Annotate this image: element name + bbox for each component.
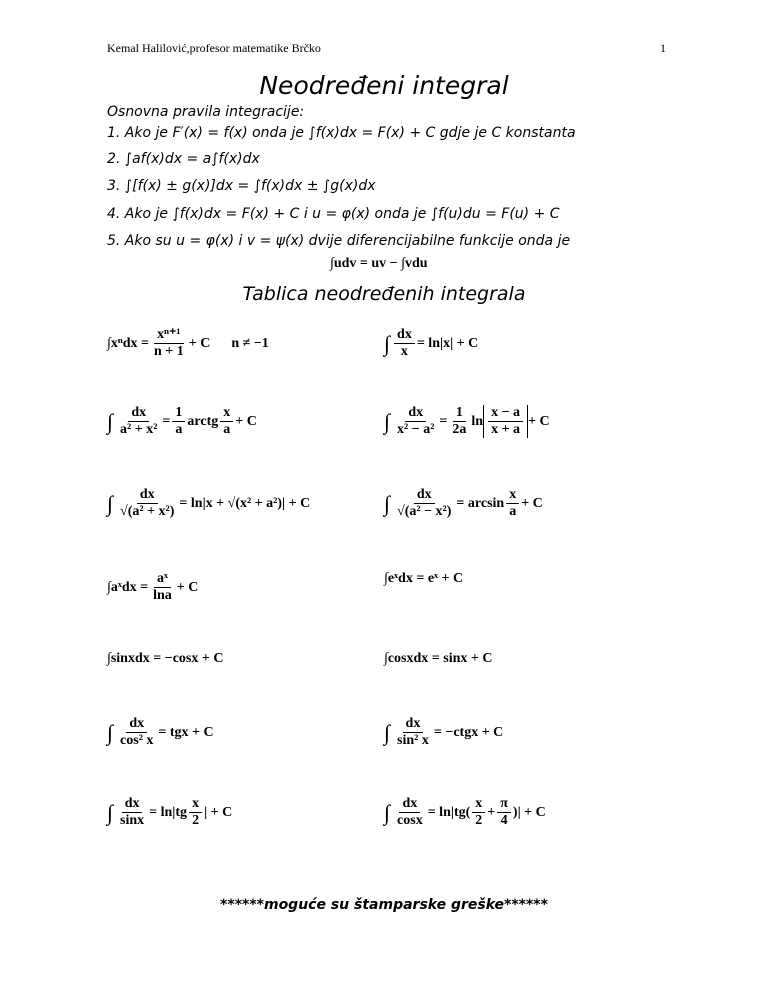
function-name: arctg bbox=[187, 413, 219, 429]
numerator: dx bbox=[137, 487, 158, 504]
fraction bbox=[506, 487, 519, 520]
formula-rhs: = ln|x + √(x² + a²)| + C bbox=[179, 495, 311, 511]
numerator: x bbox=[220, 405, 233, 422]
denominator: cos² x bbox=[120, 733, 154, 748]
fraction bbox=[394, 716, 432, 749]
denominator: √(a² − x²) bbox=[397, 504, 452, 519]
rule-3: 3. ∫[f(x) ± g(x)]dx = ∫f(x)dx ± ∫g(x)dx bbox=[107, 178, 376, 194]
integral-sign: ∫ bbox=[107, 408, 114, 434]
table-title: Tablica neodređenih integrala bbox=[242, 283, 526, 305]
numerator: x bbox=[506, 487, 519, 504]
denominator: 2a bbox=[452, 422, 467, 437]
formula-ctg bbox=[384, 716, 503, 749]
denominator: 4 bbox=[500, 813, 508, 828]
formula-tg bbox=[107, 716, 214, 749]
denominator: 2 bbox=[475, 813, 483, 828]
fraction bbox=[220, 405, 233, 438]
denominator: x² − a² bbox=[397, 422, 435, 437]
integral-sign: ∫ bbox=[107, 490, 114, 516]
fraction bbox=[117, 796, 147, 829]
fraction bbox=[117, 487, 177, 520]
fraction bbox=[394, 796, 426, 829]
formula-rhs: = tgx + C bbox=[158, 724, 214, 740]
integration-by-parts: ∫udv = uv − ∫vdu bbox=[330, 256, 428, 271]
integral-sign: ∫ bbox=[384, 490, 391, 516]
footer-note: ******moguće su štamparske greške****** bbox=[220, 897, 548, 913]
formula-text: ∫sinxdx = −cosx + C bbox=[107, 651, 224, 666]
numerator: dx bbox=[394, 327, 415, 344]
plus: + bbox=[487, 804, 496, 820]
numerator: 1 bbox=[172, 405, 185, 422]
numerator: π bbox=[497, 796, 511, 813]
denominator: a bbox=[175, 422, 183, 437]
formula-reciprocal bbox=[384, 327, 478, 360]
fraction bbox=[117, 716, 156, 749]
fraction bbox=[117, 405, 160, 438]
denominator: √(a² + x²) bbox=[120, 504, 175, 519]
formula-rhs: + C bbox=[235, 413, 257, 429]
formula-ln-sqrt bbox=[107, 487, 310, 520]
absolute-value bbox=[483, 405, 528, 438]
numerator: x bbox=[189, 796, 202, 813]
denominator: cosx bbox=[397, 813, 423, 828]
formula-lhs: ∫aˣdx = bbox=[107, 579, 149, 595]
formula-rhs: + C bbox=[521, 495, 543, 511]
formula-rhs: + C n ≠ −1 bbox=[188, 335, 269, 351]
integral-sign: ∫ bbox=[107, 719, 114, 745]
formula-text: ∫eˣdx = eˣ + C bbox=[384, 571, 464, 586]
function-name: ln bbox=[471, 413, 484, 429]
fraction bbox=[488, 405, 523, 438]
denominator: n + 1 bbox=[153, 344, 184, 359]
formula-rhs: | + C bbox=[204, 804, 233, 820]
fraction bbox=[151, 327, 187, 360]
fraction bbox=[172, 405, 185, 438]
numerator: dx bbox=[405, 405, 426, 422]
integral-sign: ∫ bbox=[384, 330, 391, 356]
equals: = ln|tg bbox=[149, 804, 188, 820]
formula-sin bbox=[107, 651, 223, 667]
formula-exponential-a bbox=[107, 571, 198, 604]
denominator: sinx bbox=[120, 813, 145, 828]
fraction bbox=[394, 487, 454, 520]
denominator: a bbox=[509, 504, 517, 519]
numerator: x bbox=[472, 796, 485, 813]
numerator: xⁿ⁺¹ bbox=[154, 327, 183, 344]
formula-log-fraction bbox=[384, 405, 550, 438]
formula-cos bbox=[384, 651, 492, 667]
formula-exponential-e bbox=[384, 571, 463, 587]
fraction bbox=[394, 405, 437, 438]
formula-rhs: )| + C bbox=[512, 804, 546, 820]
numerator: dx bbox=[414, 487, 435, 504]
numerator: dx bbox=[126, 716, 147, 733]
formula-cosec bbox=[107, 796, 232, 829]
numerator: aˣ bbox=[154, 571, 171, 588]
formula-rhs: = ln|x| + C bbox=[416, 335, 479, 351]
formula-power bbox=[107, 327, 269, 360]
integral-sign: ∫ bbox=[107, 799, 114, 825]
rule-4: 4. Ako je ∫f(x)dx = F(x) + C i u = φ(x) onda je ∫f(u)du = F(u) + C bbox=[107, 206, 560, 222]
fraction bbox=[472, 796, 485, 829]
denominator: a² + x² bbox=[120, 422, 158, 437]
header-author: Kemal Halilović,profesor matematike Brčko bbox=[107, 41, 321, 55]
equals: = ln|tg( bbox=[427, 804, 471, 820]
equals: = bbox=[162, 413, 171, 429]
formula-text: ∫cosxdx = sinx + C bbox=[384, 651, 493, 666]
fraction bbox=[150, 571, 175, 604]
formula-lhs: ∫xⁿdx = bbox=[107, 335, 149, 351]
integral-sign: ∫ bbox=[384, 719, 391, 745]
fraction bbox=[449, 405, 469, 438]
numerator: dx bbox=[399, 796, 420, 813]
formula-sec bbox=[384, 796, 546, 829]
equals: = arcsin bbox=[456, 495, 505, 511]
denominator: x + a bbox=[491, 422, 521, 437]
fraction bbox=[189, 796, 202, 829]
rules-heading: Osnovna pravila integracije: bbox=[107, 104, 305, 120]
formula-arcsin bbox=[384, 487, 543, 520]
numerator: x − a bbox=[488, 405, 523, 422]
rule-5: 5. Ako su u = φ(x) i v = ψ(x) dvije diferencijabilne funkcije onda je bbox=[107, 233, 571, 249]
denominator: lna bbox=[153, 588, 172, 603]
rule-2: 2. ∫af(x)dx = a∫f(x)dx bbox=[107, 151, 260, 167]
formula-rhs: + C bbox=[528, 413, 550, 429]
page-number: 1 bbox=[660, 41, 666, 55]
formula-rhs: + C bbox=[176, 579, 199, 595]
denominator: sin² x bbox=[397, 733, 429, 748]
numerator: 1 bbox=[453, 405, 466, 422]
denominator: 2 bbox=[192, 813, 200, 828]
denominator: a bbox=[223, 422, 231, 437]
fraction bbox=[394, 327, 415, 360]
rule-1: 1. Ako je F′(x) = f(x) onda je ∫f(x)dx = F(x) + C gdje je C konstanta bbox=[107, 125, 576, 141]
numerator: dx bbox=[403, 716, 424, 733]
numerator: dx bbox=[122, 796, 143, 813]
page-title: Neodređeni integral bbox=[259, 71, 509, 100]
integral-sign: ∫ bbox=[384, 799, 391, 825]
integral-sign: ∫ bbox=[384, 408, 391, 434]
numerator: dx bbox=[128, 405, 149, 422]
equals: = bbox=[439, 413, 448, 429]
fraction bbox=[497, 796, 511, 829]
formula-rhs: = −ctgx + C bbox=[433, 724, 504, 740]
formula-arctg bbox=[107, 405, 257, 438]
denominator: x bbox=[400, 344, 408, 359]
